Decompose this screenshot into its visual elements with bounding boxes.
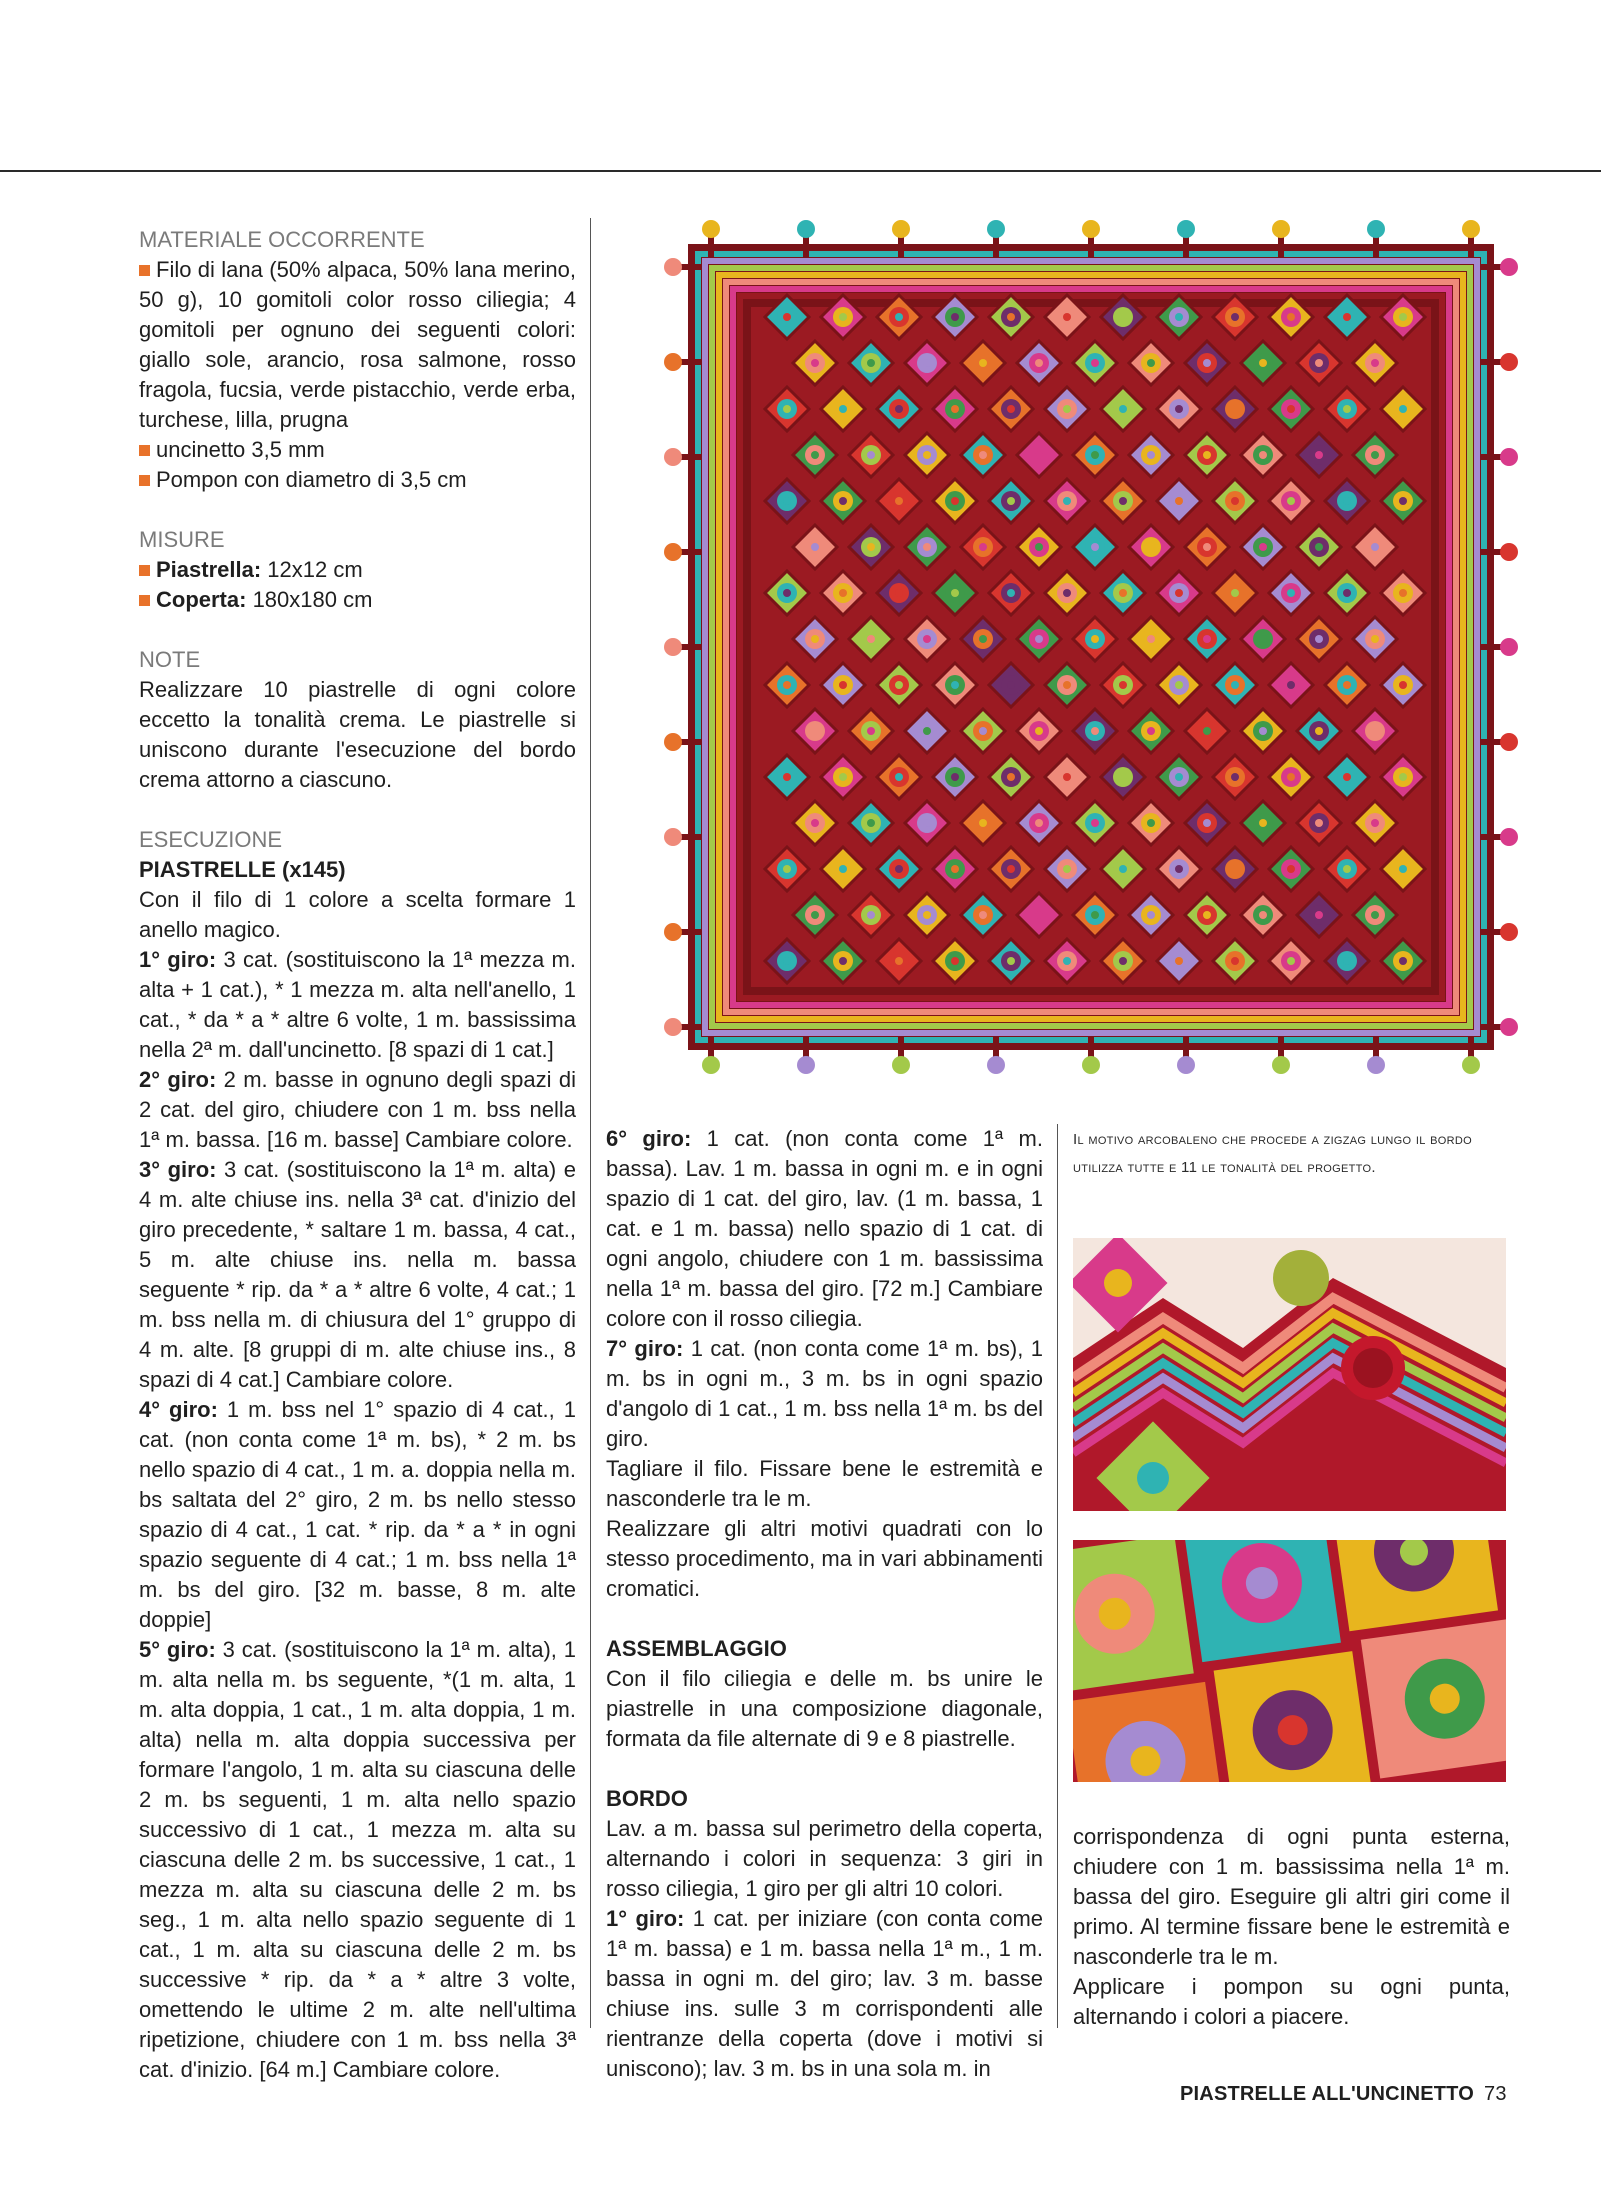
tile-center: [1287, 957, 1295, 965]
tile-center: [1231, 313, 1239, 321]
giro-4: 4° giro: 1 m. bss nel 1° spazio di 4 cat., 1 cat. (non conta come 1ª m. bs), * 2 m. bs nello spazio di 4 cat., 1 m. a. doppia nella m. bs saltata del 2° giro, 2 m. bs nello stesso spazio di 4 cat., 1 cat. * rip. da * a * in ogni spazio seguente di 4 cat.; 1 m. bss nella 1ª m. bs del giro. [32 m. basse, 8 m. alte doppie]: [139, 1397, 576, 1632]
pompon: [1500, 543, 1518, 561]
tile-center: [1371, 727, 1379, 735]
pompon: [1500, 638, 1518, 656]
tile-center: [1203, 819, 1211, 827]
pompon: [702, 1056, 720, 1074]
tile-center: [783, 681, 791, 689]
detail-photo-tiles-image: [1073, 1540, 1506, 1782]
tile-center: [1399, 681, 1407, 689]
tile-center: [839, 405, 847, 413]
pompon: [1367, 1056, 1385, 1074]
pompon: [987, 1056, 1005, 1074]
tile-center: [1119, 313, 1127, 321]
tile-center: [1399, 773, 1407, 781]
tile-center: [1259, 635, 1267, 643]
tile-center: [839, 313, 847, 321]
tile-center: [839, 681, 847, 689]
pompon: [1177, 1056, 1195, 1074]
tile-center: [1203, 635, 1211, 643]
tile-center: [1343, 681, 1351, 689]
tile-center: [1231, 405, 1239, 413]
tile-center: [867, 727, 875, 735]
giro-5: 5° giro: 3 cat. (sostituiscono la 1ª m. alta), 1 m. alta nella m. bs seguente, *(1 m. alta, 1 m. alta doppia, 1 cat., 1 m. alta doppia, 1 m. alta) nella m. alta doppia successiva per formare l'angolo, 1 m. alta su ciascuna delle 2 m. bs seguenti, 1 m. alta nello spazio successivo di 1 cat., 1 mezza m. alta su ciascuna delle 2 m. bs successive, 1 cat., 1 mezza m. alta su ciascuna delle 2 m. bs seg., 1 m. alta nello spazio seguente di 1 cat., 1 m. alta su ciascuna delle 2 m. bs successive * rip. da * a * altre 3 volte, omettendo le ultime 2 m. alte nell'ultima ripetizione, chiudere con 1 m. bss nella 3ª cat. d'inizio. [64 m.] Cambiare colore.: [139, 1637, 576, 2082]
tile-center: [1343, 865, 1351, 873]
tile-center: [923, 451, 931, 459]
tile-center: [1147, 819, 1155, 827]
tile-center: [895, 681, 903, 689]
pompon: [1082, 1056, 1100, 1074]
tile-center: [1259, 359, 1267, 367]
esecuzione-intro: Con il filo di 1 colore a scelta formare 1 anello magico.: [139, 887, 576, 942]
closing-text: Tagliare il filo. Fissare bene le estremità e nasconderle tra le m.: [606, 1456, 1043, 1511]
tile-center: [1203, 727, 1211, 735]
pompon: [1177, 220, 1195, 238]
tile-center: [1399, 313, 1407, 321]
giro-1: 1° giro: 3 cat. (sostituiscono la 1ª mezza m. alta + 1 cat.), * 1 mezza m. alta nell'anello, 1 cat., * da * a * altre 6 volte, 1 m. bassissima nella 2ª m. dall'uncinetto. [8 spazi di 1 cat.]: [139, 947, 576, 1062]
pompon: [1272, 220, 1290, 238]
tile-center: [1399, 405, 1407, 413]
misure-item: Piastrella: 12x12 cm: [139, 555, 576, 585]
tile-center: [783, 865, 791, 873]
tile-center: [1371, 543, 1379, 551]
tile-center: [1035, 543, 1043, 551]
tile-center: [1035, 359, 1043, 367]
tile-center: [1343, 405, 1351, 413]
tile-center: [1147, 451, 1155, 459]
tile-center: [1007, 313, 1015, 321]
tile-center: [1091, 727, 1099, 735]
tile-center: [1035, 635, 1043, 643]
bordo-giro-1-continued: corrispondenza di ogni punta esterna, chiudere con 1 m. bassissima nella 1ª m. bassa del giro. Eseguire gli altri giri come il primo. Al termine fissare bene le estremità e nasconderle tra le m.: [1073, 1824, 1510, 1969]
tile-center: [1175, 497, 1183, 505]
tile-center: [1091, 635, 1099, 643]
tile-center: [1203, 359, 1211, 367]
tile-center: [811, 727, 819, 735]
square-bullet-icon: [139, 445, 150, 456]
tile-center: [1231, 497, 1239, 505]
pompon: [1500, 258, 1518, 276]
tile-center: [1147, 635, 1155, 643]
tile-center: [895, 865, 903, 873]
pompon: [1500, 733, 1518, 751]
tile-center: [1147, 727, 1155, 735]
bordo-intro: Lav. a m. bassa sul perimetro della coperta, alternando i colori in sequenza: 3 giri in rosso ciliegia, 1 giro per gli altri 10 colori.: [606, 1816, 1043, 1901]
assemblaggio-title: ASSEMBLAGGIO: [606, 1636, 787, 1661]
tile-center: [783, 589, 791, 597]
tile-center: [1343, 497, 1351, 505]
tile-center: [839, 497, 847, 505]
tile-center: [951, 865, 959, 873]
tile-center: [1175, 405, 1183, 413]
tile-center: [811, 911, 819, 919]
tile-center: [1119, 497, 1127, 505]
tile-center: [923, 359, 931, 367]
tile-center: [1035, 727, 1043, 735]
pompon: [892, 1056, 910, 1074]
tile-center: [1343, 957, 1351, 965]
tile-center: [1063, 405, 1071, 413]
tile-center: [811, 359, 819, 367]
tile-center: [1063, 681, 1071, 689]
tile-center: [1399, 957, 1407, 965]
tile-center: [1147, 359, 1155, 367]
tile-center: [1231, 865, 1239, 873]
tile-center: [1119, 957, 1127, 965]
tile-center: [1315, 911, 1323, 919]
tile-center: [1119, 405, 1127, 413]
tile-center: [951, 313, 959, 321]
pompon: [664, 448, 682, 466]
tile-center: [1007, 497, 1015, 505]
tile-center: [923, 543, 931, 551]
note-title: NOTE: [139, 647, 201, 672]
column-middle: [606, 1124, 1043, 2084]
materiale-item: Filo di lana (50% alpaca, 50% lana merino, 50 g), 10 gomitoli color rosso ciliegia; 4 gomitoli per ognuno dei seguenti colori: giallo sole, arancio, rosa salmone, rosso fragola, fucsia, verde pistacchio, verde erba, turchese, lilla, prugna: [139, 257, 576, 432]
tile-center: [1035, 911, 1043, 919]
tile-center: [1371, 635, 1379, 643]
tile-center: [1147, 543, 1155, 551]
tile-center: [1063, 497, 1071, 505]
tile-center: [951, 497, 959, 505]
tile-center: [1259, 911, 1267, 919]
tile-center: [951, 773, 959, 781]
detail-photo-border-image: [1073, 1238, 1506, 1511]
tile-center: [1315, 727, 1323, 735]
tile-center: [1091, 359, 1099, 367]
top-rule: [0, 170, 1601, 172]
tile-center: [1315, 543, 1323, 551]
tile-center: [1035, 819, 1043, 827]
tile-center: [1063, 773, 1071, 781]
tile-center: [867, 635, 875, 643]
square-bullet-icon: [139, 595, 150, 606]
tile-center: [1259, 819, 1267, 827]
tile-center: [867, 359, 875, 367]
pompon: [1500, 353, 1518, 371]
pompon: [664, 638, 682, 656]
tile-center: [783, 497, 791, 505]
tile-center: [1231, 957, 1239, 965]
tile-center: [1091, 451, 1099, 459]
pompon: [664, 1018, 682, 1036]
tile-center: [951, 589, 959, 597]
giro-7: 7° giro: 1 cat. (non conta come 1ª m. bs), 1 m. bs in ogni m., 3 m. bs in ogni spazio d'angolo di 1 cat., 1 m. bss nella 1ª m. bs del giro.: [606, 1336, 1043, 1451]
pompon-text: Applicare i pompon su ogni punta, alternando i colori a piacere.: [1073, 1974, 1510, 2029]
pompon: [664, 353, 682, 371]
tile-center: [1287, 773, 1295, 781]
tile-center: [783, 405, 791, 413]
column-right: [1073, 1822, 1510, 2032]
square-bullet-icon: [139, 565, 150, 576]
tile-center: [1315, 635, 1323, 643]
tile-center: [1399, 497, 1407, 505]
tile-center: [1399, 589, 1407, 597]
page-number: 73: [1484, 2083, 1507, 2105]
tile-center: [839, 957, 847, 965]
tile-center: [783, 957, 791, 965]
tile-center: [923, 819, 931, 827]
square-bullet-icon: [139, 475, 150, 486]
bordo-giro-1: 1° giro: 1 cat. per iniziare (con conta come 1ª m. bassa) e 1 m. bassa nella 1ª m., 1 m. bassa in ogni m. del giro; lav. 3 m. basse chiuse ins. sulle 3 m corrispondenti alle rientranze della coperta (dove i motivi si uniscono); lav. 3 m. bs in una sola m. in: [606, 1906, 1044, 2081]
pompon: [702, 220, 720, 238]
tile-center: [1063, 313, 1071, 321]
tile-center: [811, 819, 819, 827]
tile-center: [1175, 681, 1183, 689]
tile-center: [895, 957, 903, 965]
detail-photo-border: [1073, 1238, 1506, 1511]
tile-center: [1007, 681, 1015, 689]
tile-center: [1259, 451, 1267, 459]
pompon: [1082, 220, 1100, 238]
tile-center: [1259, 543, 1267, 551]
tile-center: [1175, 773, 1183, 781]
tile-center: [1287, 589, 1295, 597]
blanket-image: [651, 207, 1531, 1087]
tile-center: [867, 911, 875, 919]
tile-center: [951, 957, 959, 965]
tile-center: [1231, 773, 1239, 781]
materiale-item: Pompon con diametro di 3,5 cm: [139, 465, 576, 495]
tile-center: [979, 911, 987, 919]
tile-center: [783, 773, 791, 781]
misure-title: MISURE: [139, 527, 225, 552]
tile-center: [895, 405, 903, 413]
pompon: [892, 220, 910, 238]
note-text: Realizzare 10 piastrelle di ogni colore eccetto la tonalità crema. Le piastrelle si uniscono durante l'esecuzione del bordo crema attorno a ciascuno.: [139, 677, 576, 792]
tile-center: [1343, 313, 1351, 321]
column-divider: [1057, 1124, 1058, 2028]
tile-center: [951, 405, 959, 413]
tile-center: [979, 359, 987, 367]
tile-center: [867, 819, 875, 827]
giro-6: 6° giro: 1 cat. (non conta come 1ª m. bassa). Lav. 1 m. bassa in ogni m. e in ogni spazio di 1 cat. del giro, lav. (1 m. bassa, 1 cat. e 1 m. bassa) nello spazio di 1 cat. di ogni angolo, chiudere con 1 m. bassissima nella 1ª m. bassa del giro. [72 m.] Cambiare colore con il rosso ciliegia.: [606, 1126, 1043, 1331]
column-divider: [590, 218, 591, 2028]
tile-center: [1007, 865, 1015, 873]
tile-center: [1007, 589, 1015, 597]
tile-center: [923, 727, 931, 735]
tile-center: [979, 727, 987, 735]
square-bullet-icon: [139, 265, 150, 276]
photo-caption: Il motivo arcobaleno che procede a zigzag lungo il bordo utilizza tutte e 11 le tonalità del progetto.: [1073, 1131, 1472, 1176]
pompon: [1500, 448, 1518, 466]
tile-center: [1063, 865, 1071, 873]
tile-center: [867, 543, 875, 551]
tile-center: [811, 543, 819, 551]
tile-center: [1371, 911, 1379, 919]
pompon: [664, 258, 682, 276]
tile-center: [1371, 451, 1379, 459]
tile-center: [1343, 773, 1351, 781]
tile-center: [1315, 359, 1323, 367]
tile-center: [1287, 405, 1295, 413]
pompon: [797, 1056, 815, 1074]
tile-center: [1119, 865, 1127, 873]
pompon: [987, 220, 1005, 238]
tile-center: [923, 635, 931, 643]
tile-center: [1175, 957, 1183, 965]
closing-text: Realizzare gli altri motivi quadrati con lo stesso procedimento, ma in vari abbinamenti cromatici.: [606, 1516, 1043, 1601]
esecuzione-title: ESECUZIONE: [139, 827, 283, 852]
misure-item: Coperta: 180x180 cm: [139, 585, 576, 615]
tile-center: [1287, 865, 1295, 873]
tile-center: [839, 865, 847, 873]
column-left: [139, 225, 576, 2085]
tile-center: [811, 451, 819, 459]
tile-center: [1035, 451, 1043, 459]
pompon: [1500, 1018, 1518, 1036]
footer-title: PIASTRELLE ALL'UNCINETTO: [1180, 2083, 1474, 2105]
pompon: [664, 923, 682, 941]
tile-center: [1119, 589, 1127, 597]
materiale-item: uncinetto 3,5 mm: [139, 435, 576, 465]
pompon: [1367, 220, 1385, 238]
tile-center: [1259, 727, 1267, 735]
pompon: [1500, 828, 1518, 846]
tile-center: [1175, 589, 1183, 597]
tile-center: [1091, 819, 1099, 827]
tile-center: [1287, 497, 1295, 505]
tile-center: [895, 589, 903, 597]
pompon: [664, 543, 682, 561]
tile-center: [895, 313, 903, 321]
tile-center: [1147, 911, 1155, 919]
tile-center: [839, 589, 847, 597]
pompon: [1272, 1056, 1290, 1074]
tile-center: [951, 681, 959, 689]
tile-center: [1203, 543, 1211, 551]
bordo-title: BORDO: [606, 1786, 688, 1811]
tile-center: [1175, 313, 1183, 321]
tile-center: [1399, 865, 1407, 873]
tile-center: [1007, 957, 1015, 965]
piastrelle-subtitle: PIASTRELLE (x145): [139, 857, 346, 882]
tile-center: [1231, 681, 1239, 689]
tile-center: [1175, 865, 1183, 873]
tile-center: [979, 543, 987, 551]
tile-center: [1287, 313, 1295, 321]
tile-center: [1063, 589, 1071, 597]
tile-center: [1315, 819, 1323, 827]
pompon: [1462, 220, 1480, 238]
detail-photo-tiles: [1073, 1540, 1506, 1782]
tile-center: [1007, 405, 1015, 413]
tile-center: [923, 911, 931, 919]
tile-center: [1203, 911, 1211, 919]
pompon: [664, 733, 682, 751]
pompon: [664, 828, 682, 846]
tile-center: [1287, 681, 1295, 689]
tile-center: [1343, 589, 1351, 597]
tile-center: [783, 313, 791, 321]
tile-center: [1007, 773, 1015, 781]
tile-center: [867, 451, 875, 459]
pompon: [1500, 923, 1518, 941]
tile-center: [979, 819, 987, 827]
tile-center: [1315, 451, 1323, 459]
tile-center: [1119, 773, 1127, 781]
tile-center: [1371, 359, 1379, 367]
tile-center: [1063, 957, 1071, 965]
tile-center: [1091, 911, 1099, 919]
giro-3: 3° giro: 3 cat. (sostituiscono la 1ª m. alta) e 4 m. alte chiuse ins. nella 3ª cat. d'inizio del giro precedente, * saltare 1 m. bassa, 4 cat., 5 m. alte chiuse ins. nella m. bassa seguente * rip. da * a * altre 6 volte, 4 cat.; 1 m. bss nella m. di chiusura del 1° gruppo di 4 m. alte. [8 gruppi di m. alte chiuse ins., 8 spazi di 4 cat.] Cambiare colore.: [139, 1157, 576, 1392]
tile-center: [895, 773, 903, 781]
tile-center: [895, 497, 903, 505]
giro-2: 2° giro: 2 m. basse in ognuno degli spazi di 2 cat. del giro, chiudere con 1 m. bss nella 1ª m. bassa. [16 m. basse] Cambiare colore.: [139, 1067, 576, 1152]
tile-center: [1231, 589, 1239, 597]
tile-center: [811, 635, 819, 643]
tile-center: [1203, 451, 1211, 459]
tile-center: [1119, 681, 1127, 689]
tile-center: [979, 635, 987, 643]
tile-center: [839, 773, 847, 781]
tile-center: [1091, 543, 1099, 551]
tile-center: [1371, 819, 1379, 827]
assemblaggio-text: Con il filo ciliegia e delle m. bs unire le piastrelle in una composizione diagonale, formata da file alternate di 9 e 8 piastrelle.: [606, 1666, 1043, 1751]
tile-center: [979, 451, 987, 459]
pompon: [1462, 1056, 1480, 1074]
materiale-title: MATERIALE OCCORRENTE: [139, 227, 425, 252]
pompon: [797, 220, 815, 238]
page-footer: [1180, 2083, 1507, 2106]
